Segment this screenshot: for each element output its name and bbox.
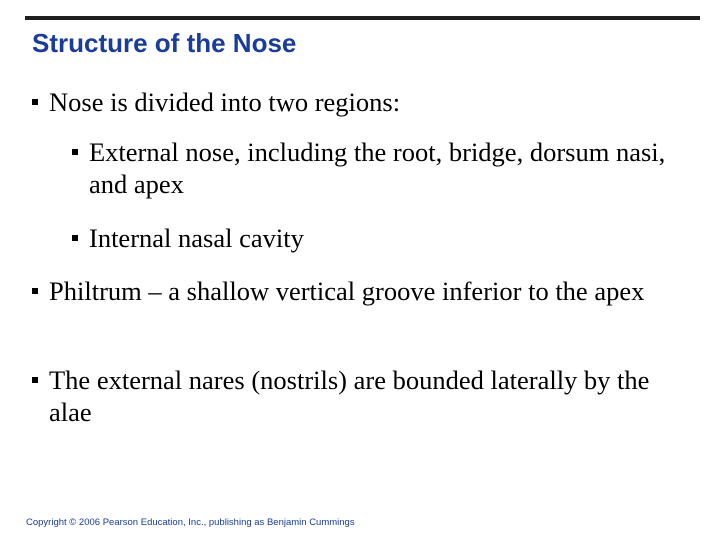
title-divider-line <box>25 16 700 20</box>
square-bullet-icon <box>32 99 38 105</box>
square-bullet-icon <box>72 235 78 241</box>
bullet-item-regions: Nose is divided into two regions: <box>49 87 401 117</box>
copyright-footer: Copyright © 2006 Pearson Education, Inc., publishing as Benjamin Cummings <box>26 517 355 528</box>
bullet-item-philtrum: Philtrum – a shallow vertical groove inferior to the apex <box>49 276 645 306</box>
square-bullet-icon <box>72 149 78 155</box>
square-bullet-icon <box>32 288 38 294</box>
sub-bullet-internal-cavity: Internal nasal cavity <box>89 223 304 253</box>
slide-title: Structure of the Nose <box>32 28 297 58</box>
sub-bullet-external-nose: External nose, including the root, bridge, dorsum nasi, and apex <box>89 137 666 199</box>
square-bullet-icon <box>32 377 38 383</box>
bullet-item-nares: The external nares (nostrils) are bounded laterally by the alae <box>49 365 650 427</box>
